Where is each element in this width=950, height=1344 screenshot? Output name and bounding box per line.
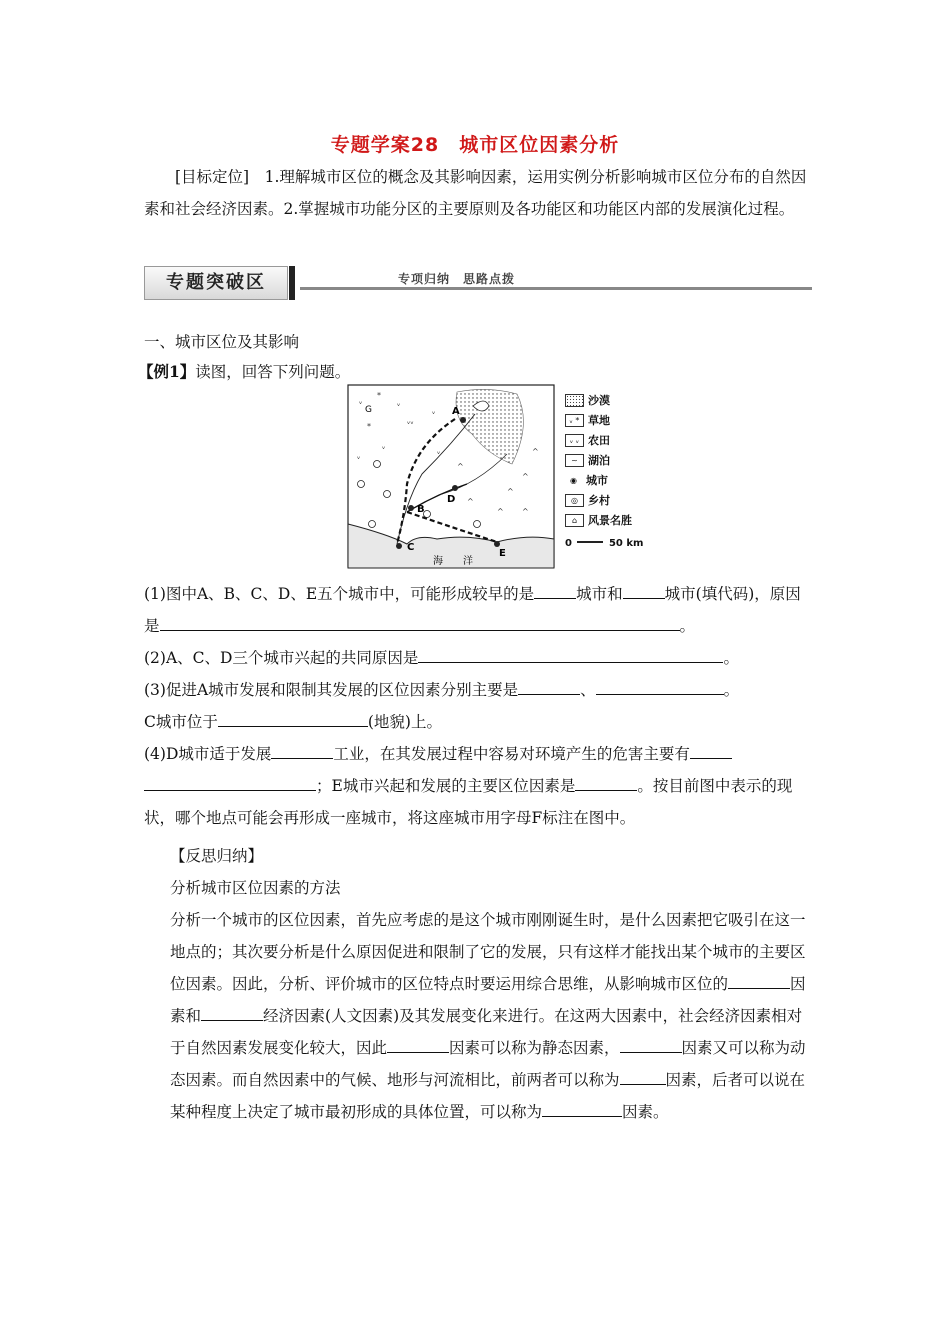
banner-subtitle: 专项归纳 思路点拨 <box>398 272 516 286</box>
svg-text:*: * <box>367 422 371 431</box>
example-tag: 【例1】 <box>138 362 196 381</box>
map-label-a: A <box>452 406 460 417</box>
banner-label: 专题突破区 <box>144 266 288 300</box>
svg-text:ᵥ: ᵥ <box>397 399 401 408</box>
scale-label: 50 km <box>608 538 644 549</box>
svg-text:^: ^ <box>497 507 504 516</box>
legend-scenic: ⌂ 风景名胜 <box>565 510 675 530</box>
map-label-c: C <box>407 542 415 553</box>
legend-city: ◉ 城市 <box>570 474 608 487</box>
svg-text:ᵥ: ᵥ <box>382 442 386 451</box>
svg-text:^: ^ <box>507 487 514 496</box>
reflect-heading: 【反思归纳】 <box>170 847 264 865</box>
banner-divider <box>289 266 295 300</box>
example-text: 读图，回答下列问题。 <box>195 363 351 381</box>
banner-rule <box>300 287 812 290</box>
question-2: (2)A、C、D三个城市兴起的共同原因是 。 <box>144 642 814 674</box>
svg-text:^: ^ <box>522 507 529 516</box>
question-3: (3)促进A城市发展和限制其发展的区位因素分别主要是 、 。 C城市位于 (地貌)上。 <box>144 674 824 738</box>
legend-farmland: ᵥ ᵥ 农田 <box>565 430 675 450</box>
page-title: 专题学案28 城市区位因素分析 <box>330 134 620 156</box>
map-label-d: D <box>447 494 456 505</box>
question-4: (4)D城市适于发展 工业，在其发展过程中容易对环境产生的危害主要有 ；E城市兴起和发展的主要区位因素是 。按目前图中表示的现状，哪个地点可能会再形成一座城市，将这座城市用字母F标注在图中。 <box>144 738 814 834</box>
legend-lake: ~ 湖泊 <box>565 450 675 470</box>
svg-text:ᵥ: ᵥ <box>359 397 363 406</box>
city-map-figure <box>347 384 557 570</box>
map-label-b: B <box>417 504 425 515</box>
legend-village: ◎ 乡村 <box>565 490 675 510</box>
question-1: (1)图中A、B、C、D、E五个城市中，可能形成较早的是 城市和 城市(填代码)，原因是 。 <box>144 578 814 642</box>
map-label-e: E <box>499 548 506 559</box>
map-label-sea: 海 洋 <box>433 556 473 567</box>
legend-desert: 沙漠 <box>565 390 675 410</box>
map-label-g: G <box>365 405 372 415</box>
svg-text:ᵥ: ᵥ <box>432 407 436 416</box>
svg-text:^: ^ <box>457 462 464 471</box>
reflect-paragraph: 分析一个城市的区位因素，首先应考虑的是这个城市刚刚诞生时，是什么因素把它吸引在这一地点的；其次要分析是什么原因促进和限制了它的发展，只有这样才能找出某个城市的主要区位因素。因此，分析、评价城市的区位特点时要运用综合思维，从影响城市区位的 因素和 经济因素(人文因素)及其发展变化来进行。在这两大因素中，社会经济因素相对于自然因素发展变化较大，因此 因素可以称为静态因素， 因素又可以称为动态因素。而自然因素中的气候、地形与河流相比，前两者可以称为 因素，后者可以说在某种程度上决定了城市最初形成的具体位置，可以称为 因素。 <box>170 911 806 1121</box>
legend-grassland: ᵥ * 草地 <box>565 410 675 430</box>
map-legend <box>565 390 675 530</box>
map-scale <box>565 538 643 549</box>
svg-text:ᵥ: ᵥ <box>357 452 361 461</box>
goal-paragraph: [目标定位] 1.理解城市区位的概念及其影响因素，运用实例分析影响城市区位分布的自然因素和社会经济因素。2.掌握城市功能分区的主要原则及各功能区和功能区内部的发展演化过程。 <box>144 168 807 218</box>
svg-text:ᵥᵥ: ᵥᵥ <box>407 417 414 426</box>
svg-text:ᵥ: ᵥ <box>437 447 441 456</box>
reflect-subheading: 分析城市区位因素的方法 <box>170 879 341 897</box>
svg-text:*: * <box>377 391 381 400</box>
section-heading: 一、城市区位及其影响 <box>144 333 300 351</box>
svg-text:^: ^ <box>467 497 474 506</box>
svg-text:^: ^ <box>532 447 539 456</box>
svg-text:^: ^ <box>522 472 529 481</box>
section-banner <box>144 266 812 300</box>
scale-zero: 0 <box>565 538 572 549</box>
